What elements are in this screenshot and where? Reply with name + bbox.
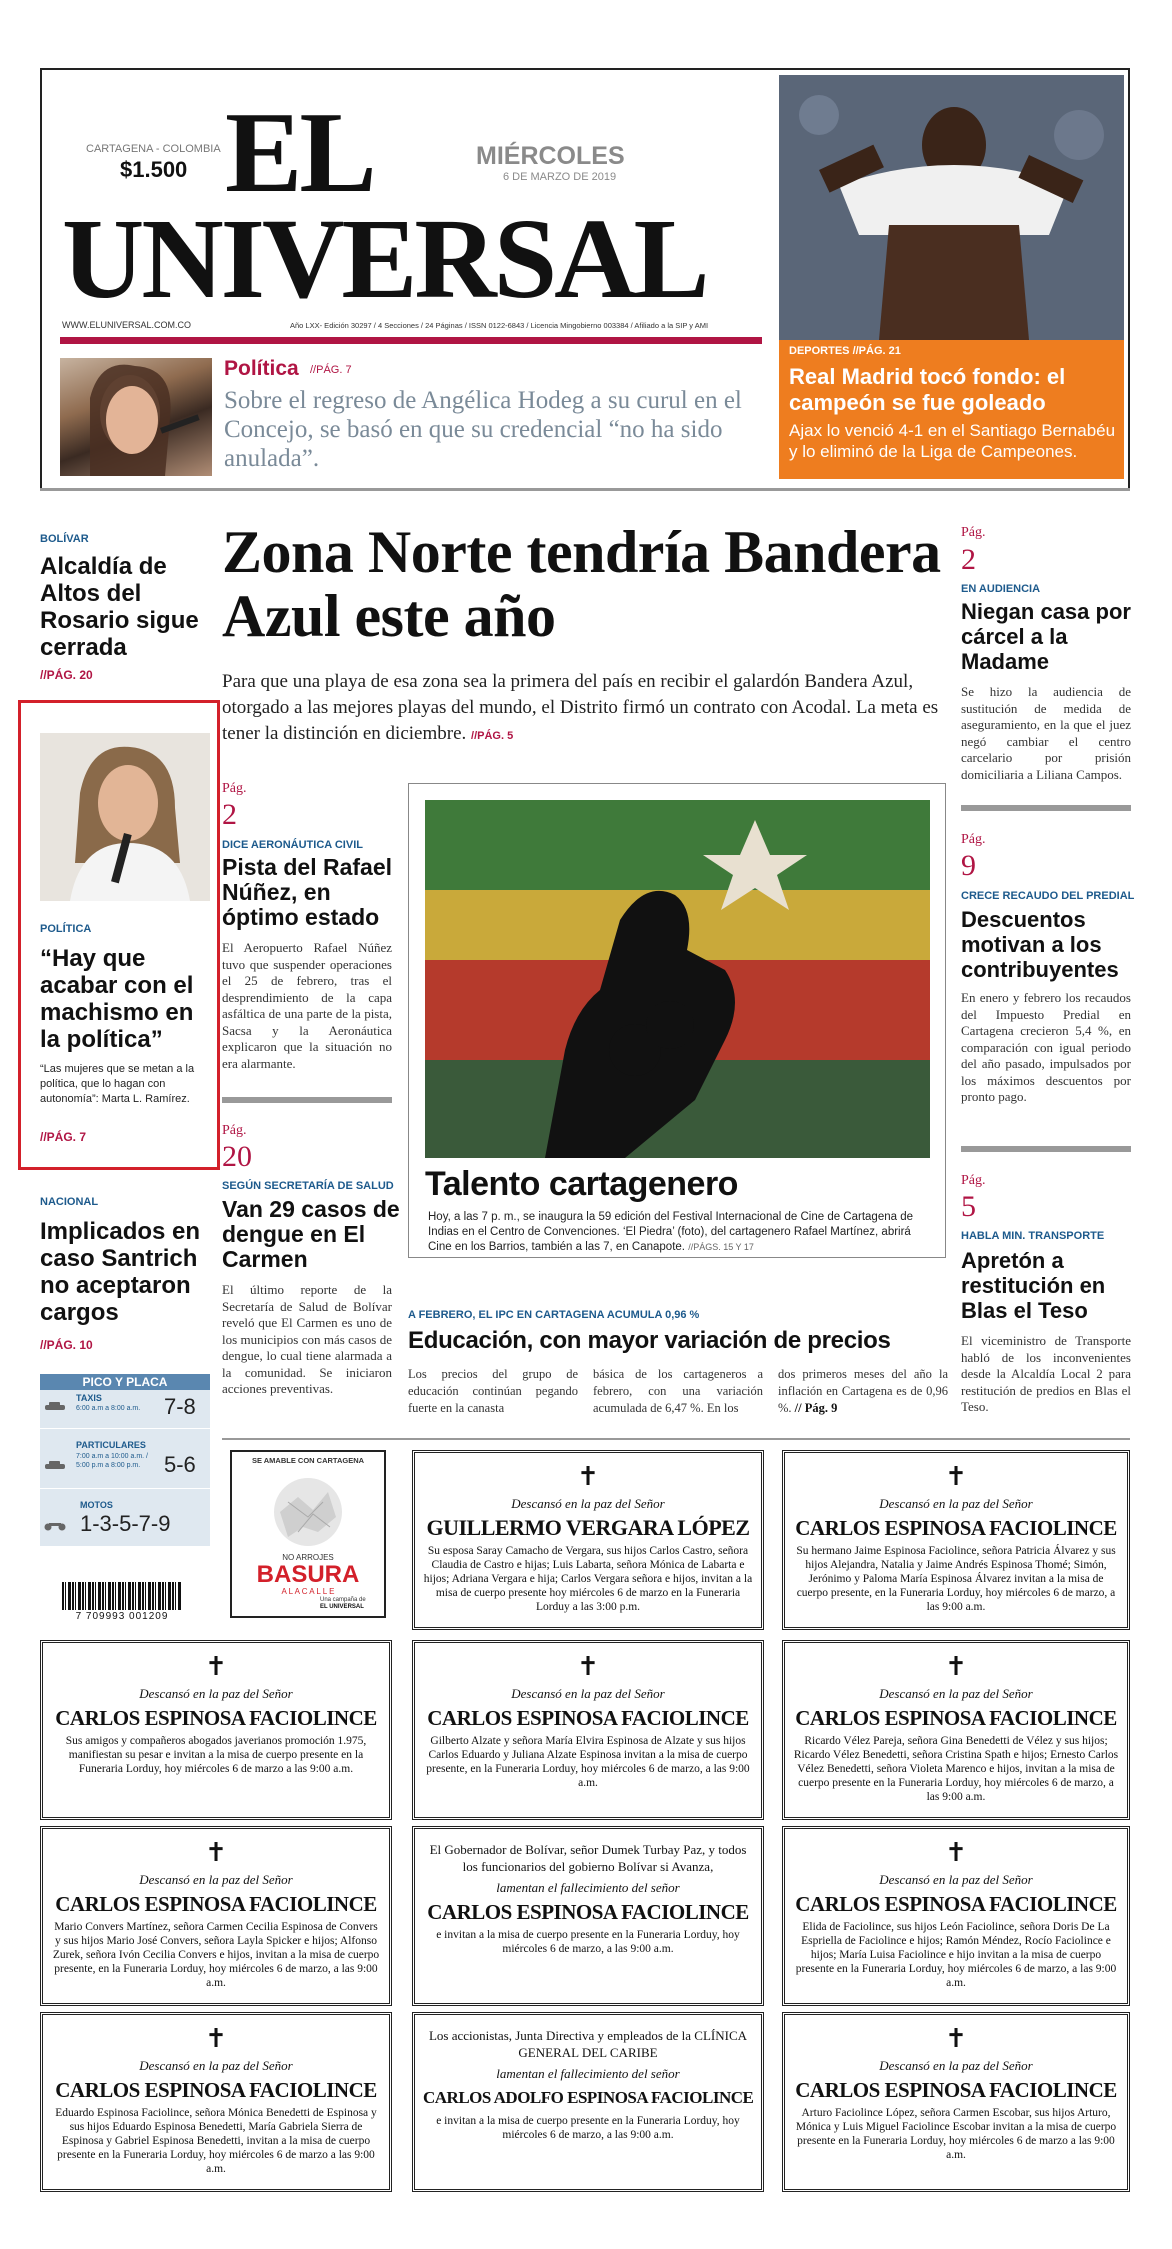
dengue-pag-num[interactable]: 20 xyxy=(222,1140,252,1173)
bolivar-headline[interactable]: Alcaldía de Altos del Rosario sigue cerrada xyxy=(40,553,199,661)
predial-pag-label: Pág. xyxy=(961,832,986,847)
motos-label: MOTOS xyxy=(80,1500,113,1510)
cross-icon: ✝ xyxy=(205,2024,227,2053)
obituary-text: e invitan a la misa de cuerpo presente en la Funeraria Lorduy, hoy miércoles 6 de marzo, a las 9:00 a.m. xyxy=(436,2115,740,2141)
cross-icon: ✝ xyxy=(577,1462,599,1491)
deportes-text: Ajax lo venció 4-1 en el Santiago Bernabéu y lo eliminó de la Liga de Campeones. xyxy=(789,421,1116,461)
ipc-col1: Los precios del grupo de educación continúan pegando fuerte en la canasta xyxy=(408,1367,578,1415)
particulares-label: PARTICULARES xyxy=(76,1440,146,1450)
obituary-name: CARLOS ESPINOSA FACIOLINCE xyxy=(795,2078,1117,2102)
politica-quote: “Las mujeres que se metan a la política, que lo hagan con autonomía”: Marta L. Ramírez. xyxy=(40,1063,195,1105)
madame-rule xyxy=(961,805,1131,811)
obituary-intro: Descansó en la paz del Señor xyxy=(879,1872,1033,1887)
boxer-photo xyxy=(425,800,930,1158)
obituary-top-rule xyxy=(222,1438,1130,1440)
car-icon xyxy=(44,1458,66,1468)
brand-el: EL xyxy=(225,89,374,217)
politica-pag-left[interactable]: //PÁG. 7 xyxy=(40,1130,87,1144)
nacional-pag[interactable]: //PÁG. 10 xyxy=(40,1338,93,1352)
madame-pag-num[interactable]: 2 xyxy=(961,543,976,576)
bolivar-kicker: BOLÍVAR xyxy=(40,533,89,545)
obituary-intro: Descansó en la paz del Señor xyxy=(879,1686,1033,1701)
motos-digits: 1-3-5-7-9 xyxy=(80,1511,171,1536)
madame-kicker: EN AUDIENCIA xyxy=(961,583,1041,595)
ad-sig2: EL UNIVERSAL xyxy=(320,1604,364,1610)
bolivar-pag[interactable]: //PÁG. 20 xyxy=(40,668,93,682)
obituary-intro: Descansó en la paz del Señor xyxy=(879,1496,1033,1511)
photo-feature-caption: Hoy, a las 7 p. m., se inaugura la 59 edición del Festival Internacional de Cine de Cartagena de Indias en el Centro de Convenciones. ‘El Piedra’ (foto), del cartagenero Rafael Martínez, abrirá Cine en los Barrios, también a las 7, en Canapote. xyxy=(428,1211,913,1253)
cross-icon: ✝ xyxy=(205,1838,227,1867)
moto-icon xyxy=(44,1518,66,1528)
obituary-intro: Los accionistas, Junta Directiva y empleados de la CLÍNICA GENERAL DEL CARIBE xyxy=(428,2028,748,2060)
obituary-notice xyxy=(412,1450,764,1630)
politica-pag[interactable]: //PÁG. 7 xyxy=(310,364,352,376)
obituary-text: Elida de Faciolince, sus hijos León Faciolince, señora Doris De La Espriella de Faciolince e hijos; Ramón Méndez, Rocío Faciolince e hijos; María Luisa Faciolince e hijo invitan a la misa de cuerpo presente en la Funeraria Lorduy, hoy miércoles 6 de marzo, a las 9:00 a.m. xyxy=(795,1921,1117,1989)
cross-icon: ✝ xyxy=(945,1838,967,1867)
obituary-name: CARLOS ESPINOSA FACIOLINCE xyxy=(427,1706,749,1730)
deportes-photo xyxy=(779,75,1124,340)
obituary-intro: El Gobernador de Bolívar, señor Dumek Turbay Paz, y todos los funcionarios del gobierno Bolívar si Avanza, xyxy=(429,1842,747,1874)
cross-icon: ✝ xyxy=(945,2024,967,2053)
obituary-intro: Descansó en la paz del Señor xyxy=(139,2058,293,2073)
ipc-headline[interactable]: Educación, con mayor variación de precios xyxy=(408,1327,891,1354)
taxi-icon xyxy=(44,1399,66,1409)
obituary-intro: Descansó en la paz del Señor xyxy=(511,1496,665,1511)
madame-headline[interactable]: Niegan casa por cárcel a la Madame xyxy=(961,599,1131,674)
obituary-name: CARLOS ESPINOSA FACIOLINCE xyxy=(795,1706,1117,1730)
photo-feature-headline[interactable]: Talento cartagenero xyxy=(425,1165,738,1203)
crumpled-paper-icon xyxy=(268,1472,348,1552)
obituary-text: Su hermano Jaime Espinosa Faciolince, señora Patricia Álvarez y sus hijos Alejandra, Natalia y Jaime Andrés Espinosa Thomé; Simón, Jerónimo y Paloma María Espinosa Álvarez invitan a la misa de cuerpo presente, en la Funeraria Lorduy, hoy miércoles 6 de marzo, a las 9:00 a.m. xyxy=(796,1545,1116,1613)
pico-placa-title: PICO Y PLACA xyxy=(40,1374,210,1390)
edition-info: Año LXX- Edición 30297 / 4 Secciones / 24 Páginas / ISSN 0122-6843 / Licencia Mingobierno 003384 / Afiliado a la SIP y AMI xyxy=(290,321,709,330)
madame-text: Se hizo la audiencia de sustitución de medida de aseguramiento, en la que el juez negó cambiar el centro carcelario por prisión domiciliaria a Liliana Campos. xyxy=(961,684,1131,782)
madame-pag-label: Pág. xyxy=(961,525,986,540)
predial-kicker: CRECE RECAUDO DEL PREDIAL xyxy=(961,890,1135,902)
aero-pag-num[interactable]: 2 xyxy=(222,798,237,831)
aero-headline[interactable]: Pista del Rafael Núñez, en óptimo estado xyxy=(222,854,393,930)
deportes-section: DEPORTES //PÁG. 21 xyxy=(789,345,901,357)
ad-line3: A L A C A L L E xyxy=(281,1587,335,1596)
teso-pag-num[interactable]: 5 xyxy=(961,1190,976,1223)
obituary-intro: Descansó en la paz del Señor xyxy=(511,1686,665,1701)
main-text: Para que una playa de esa zona sea la primera del país en recibir el galardón Bandera Azul, otorgado a las mejores playas del mundo, el Distrito firmó un contrato con Acodal. La meta es tener la distinción en diciembre. xyxy=(222,671,939,744)
ipc-col2: básica de los cartageneros a febrero, con una variación acumulada de 6,47 %. En los xyxy=(593,1367,763,1415)
dengue-kicker: SEGÚN SECRETARÍA DE SALUD xyxy=(222,1180,394,1192)
obituary-notice xyxy=(412,1640,764,1820)
obituary-notice xyxy=(782,1450,1130,1630)
aero-rule xyxy=(222,1097,392,1103)
ad-line1: NO ARROJES xyxy=(282,1553,334,1562)
obituary-text: Gilberto Alzate y señora María Elvira Espinosa de Alzate y sus hijos Carlos Eduardo y Juliana Alzate Espinosa invitan a la misa de cuerpo presente, en la Funeraria Lorduy, hoy miércoles 6 de marzo, a las 9:00 a.m. xyxy=(426,1735,750,1789)
teso-pag-label: Pág. xyxy=(961,1173,986,1188)
dengue-text: El último reporte de la Secretaría de Salud de Bolívar reveló que El Carmen es uno de los municipios con más casos de dengue, lo cual tiene alarmada a la comunidad. Se iniciaron acciones preventivas. xyxy=(222,1282,392,1396)
deportes-headline: Real Madrid tocó fondo: el campeón se fue goleado xyxy=(789,364,1066,415)
obituary-text: Eduardo Espinosa Faciolince, señora Mónica Benedetti de Espinosa y sus hijos Eduardo Espinosa Benedetti, María Gabriela Sierra de Espinosa y Gabriel Espinosa Benedetti, invitan a la misa de cuerpo presente en la Funeraria Lorduy, hoy miércoles 6 de marzo a las 9:00 a.m. xyxy=(55,2107,377,2175)
photo-feature-caption-wrap xyxy=(428,1210,933,1255)
day-label: MIÉRCOLES xyxy=(476,142,625,170)
dengue-headline[interactable]: Van 29 casos de dengue en El Carmen xyxy=(222,1196,400,1272)
photo-feature-pag[interactable]: //PÁGS. 15 Y 17 xyxy=(688,1242,754,1252)
ramirez-photo xyxy=(40,733,210,901)
price: $1.500 xyxy=(120,157,188,182)
obituary-notice xyxy=(40,2012,392,2192)
obituary-name: CARLOS ESPINOSA FACIOLINCE xyxy=(55,1892,377,1916)
obituary-name: CARLOS ESPINOSA FACIOLINCE xyxy=(795,1892,1117,1916)
dengue-pag-label: Pág. xyxy=(222,1123,247,1138)
obituary-text: Sus amigos y compañeros abogados javerianos promoción 1.975, manifiestan su pesar e invitan a la misa de cuerpo presente en la Funeraria Lorduy, hoy miércoles 6 de marzo a las 9:00 a.m. xyxy=(65,1735,367,1775)
obituary-name: CARLOS ESPINOSA FACIOLINCE xyxy=(55,1706,377,1730)
predial-rule xyxy=(961,1146,1131,1152)
obituary-notice xyxy=(412,1826,764,2006)
cross-icon: ✝ xyxy=(577,1652,599,1681)
ipc-pag[interactable]: // Pág. 9 xyxy=(794,1401,838,1415)
politica-section: Política xyxy=(224,357,299,380)
obituary-sub: lamentan el fallecimiento del señor xyxy=(496,2066,680,2081)
nacional-headline[interactable]: Implicados en caso Santrich no aceptaron cargos xyxy=(40,1218,201,1326)
obituary-intro: Descansó en la paz del Señor xyxy=(879,2058,1033,2073)
main-pag[interactable]: //PÁG. 5 xyxy=(471,730,514,742)
obituary-text: Mario Convers Martínez, señora Carmen Cecilia Espinosa de Convers y sus hijos Mario José Convers, señora Layla Spicker e hijos; Alfonso Zurek, señora Ivón Cecilia Convers e hijos, invitan a la misa de cuerpo presente, en la Funeraria Lorduy, hoy miércoles 6 de marzo, a las 9:00 a.m. xyxy=(52,1921,380,1989)
obituary-intro: Descansó en la paz del Señor xyxy=(139,1686,293,1701)
obituary-notice xyxy=(412,2012,764,2192)
barcode-number: 7 709993 001209 xyxy=(75,1611,169,1622)
obituary-notice xyxy=(782,1826,1130,2006)
particulares-digits: 5-6 xyxy=(164,1452,196,1477)
obituary-name: CARLOS ADOLFO ESPINOSA FACIOLINCE xyxy=(423,2088,754,2107)
ipc-col3: dos primeros meses del año la inflación en Cartagena es de 0,96 %. xyxy=(778,1367,948,1415)
obituary-sub: lamentan el fallecimiento del señor xyxy=(496,1880,680,1895)
obituary-name: CARLOS ESPINOSA FACIOLINCE xyxy=(55,2078,377,2102)
brand-universal: UNIVERSAL xyxy=(62,195,707,322)
main-lede xyxy=(222,669,942,749)
ipc-col3-wrap xyxy=(778,1366,948,1417)
obituary-notice xyxy=(40,1826,392,2006)
hodeg-photo xyxy=(60,358,212,476)
obituary-name: CARLOS ESPINOSA FACIOLINCE xyxy=(795,1516,1117,1540)
politica-kicker: POLÍTICA xyxy=(40,923,92,935)
politica-headline[interactable]: “Hay que acabar con el machismo en la política” xyxy=(40,945,194,1053)
ad-line2: BASURA xyxy=(256,1561,360,1588)
main-headline[interactable]: Zona Norte tendría Bandera Azul este año xyxy=(222,519,941,649)
obituary-name: GUILLERMO VERGARA LÓPEZ xyxy=(426,1515,750,1540)
aero-pag-label: Pág. xyxy=(222,781,247,796)
teso-text: El viceministro de Transporte habló de los inconvenientes desde la Alcaldía Local 2 para restitución de predios en Blas el Teso. xyxy=(961,1333,1131,1414)
teso-kicker: HABLA MIN. TRANSPORTE xyxy=(961,1230,1105,1242)
obituary-notice xyxy=(782,1640,1130,1820)
city-label: CARTAGENA - COLOMBIA xyxy=(86,143,221,155)
obituary-intro: Descansó en la paz del Señor xyxy=(139,1872,293,1887)
aero-kicker: DICE AERONÁUTICA CIVIL xyxy=(222,839,363,851)
particulares-hours: 7:00 a.m a 10:00 a.m. / 5:00 p.m a 8:00 p.m. xyxy=(76,1453,148,1469)
taxis-hours: 6:00 a.m a 8:00 a.m. xyxy=(76,1405,141,1412)
aero-text: El Aeropuerto Rafael Núñez tuvo que suspender operaciones el 25 de febrero, tras el desprendimiento de la capa asfáltica de una parte de la pista, Sacsa y la Aeronáutica explicaron que la situación no era alarmante. xyxy=(222,940,392,1071)
obituary-text: e invitan a la misa de cuerpo presente en la Funeraria Lorduy, hoy miércoles 6 de marzo, a las 9:00 a.m. xyxy=(436,1929,740,1955)
ad-sig1: Una campaña de xyxy=(320,1597,366,1603)
obituary-name: CARLOS ESPINOSA FACIOLINCE xyxy=(427,1900,749,1924)
nacional-kicker: NACIONAL xyxy=(40,1196,99,1208)
taxis-digits: 7-8 xyxy=(164,1394,196,1419)
obituary-text: Ricardo Vélez Pareja, señora Gina Benedetti de Vélez y sus hijos; Ricardo Vélez Benedetti, señora Cristina Spath e hijos; Ernesto Carlos Vélez Benedetti, señora Violeta Marenco e hijos, invitan a la misa de cuerpo presente en la Funeraria Lorduy, hoy miércoles 6 de marzo, a las 9:00 a.m. xyxy=(793,1735,1119,1803)
predial-text: En enero y febrero los recaudos del Impuesto Predial en Cartagena crecieron 5,4 %, en comparación con igual periodo del año pasado, impulsados por los máximos descuentos por pronto pago. xyxy=(961,990,1131,1104)
pico-divider xyxy=(40,1428,210,1429)
obituary-notice xyxy=(40,1640,392,1820)
barcode xyxy=(62,1582,182,1610)
politica-teaser-text: Sobre el regreso de Angélica Hodeg a su curul en el Concejo, se basó en que su credencial “no ha sido anulada”. xyxy=(224,387,742,472)
website-link[interactable]: WWW.ELUNIVERSAL.COM.CO xyxy=(62,320,192,330)
cross-icon: ✝ xyxy=(205,1652,227,1681)
cross-icon: ✝ xyxy=(945,1462,967,1491)
masthead-bottom-rule xyxy=(40,488,1130,491)
predial-headline[interactable]: Descuentos motivan a los contribuyentes xyxy=(961,907,1119,982)
obituary-notice xyxy=(782,2012,1130,2192)
teso-headline[interactable]: Apretón a restitución en Blas el Teso xyxy=(961,1248,1106,1323)
ad-top: SE AMABLE CON CARTAGENA xyxy=(251,1456,365,1465)
cross-icon: ✝ xyxy=(945,1652,967,1681)
ipc-kicker: A FEBRERO, EL IPC EN CARTAGENA ACUMULA 0,96 % xyxy=(408,1309,700,1321)
taxis-label: TAXIS xyxy=(76,1393,102,1403)
obituary-text: Su esposa Saray Camacho de Vergara, sus hijos Carlos Castro, señora Claudia de Castro e hijas; Luis Labarta, señora Mónica de Labarta e hijos; Adriana Vergara e hija; Carlos Vergara señora e hijos, invitan a la misa de cuerpo presente hoy miércoles 6 de marzo en la Funeraria Lorduy a las 3:00 p.m. xyxy=(423,1545,753,1613)
date-label: 6 DE MARZO DE 2019 xyxy=(503,171,617,183)
predial-pag-num[interactable]: 9 xyxy=(961,849,976,882)
obituary-text: Arturo Faciolince López, señora Carmen Escobar, sus hijos Arturo, Mónica y Luis Miguel Faciolince Escobar invitan a la misa de cuerpo presente en la Funeraria Lorduy, hoy miércoles 6 de marzo a las 9:00 a.m. xyxy=(795,2107,1117,2161)
masthead-rule xyxy=(60,337,762,344)
pico-divider xyxy=(40,1488,210,1489)
